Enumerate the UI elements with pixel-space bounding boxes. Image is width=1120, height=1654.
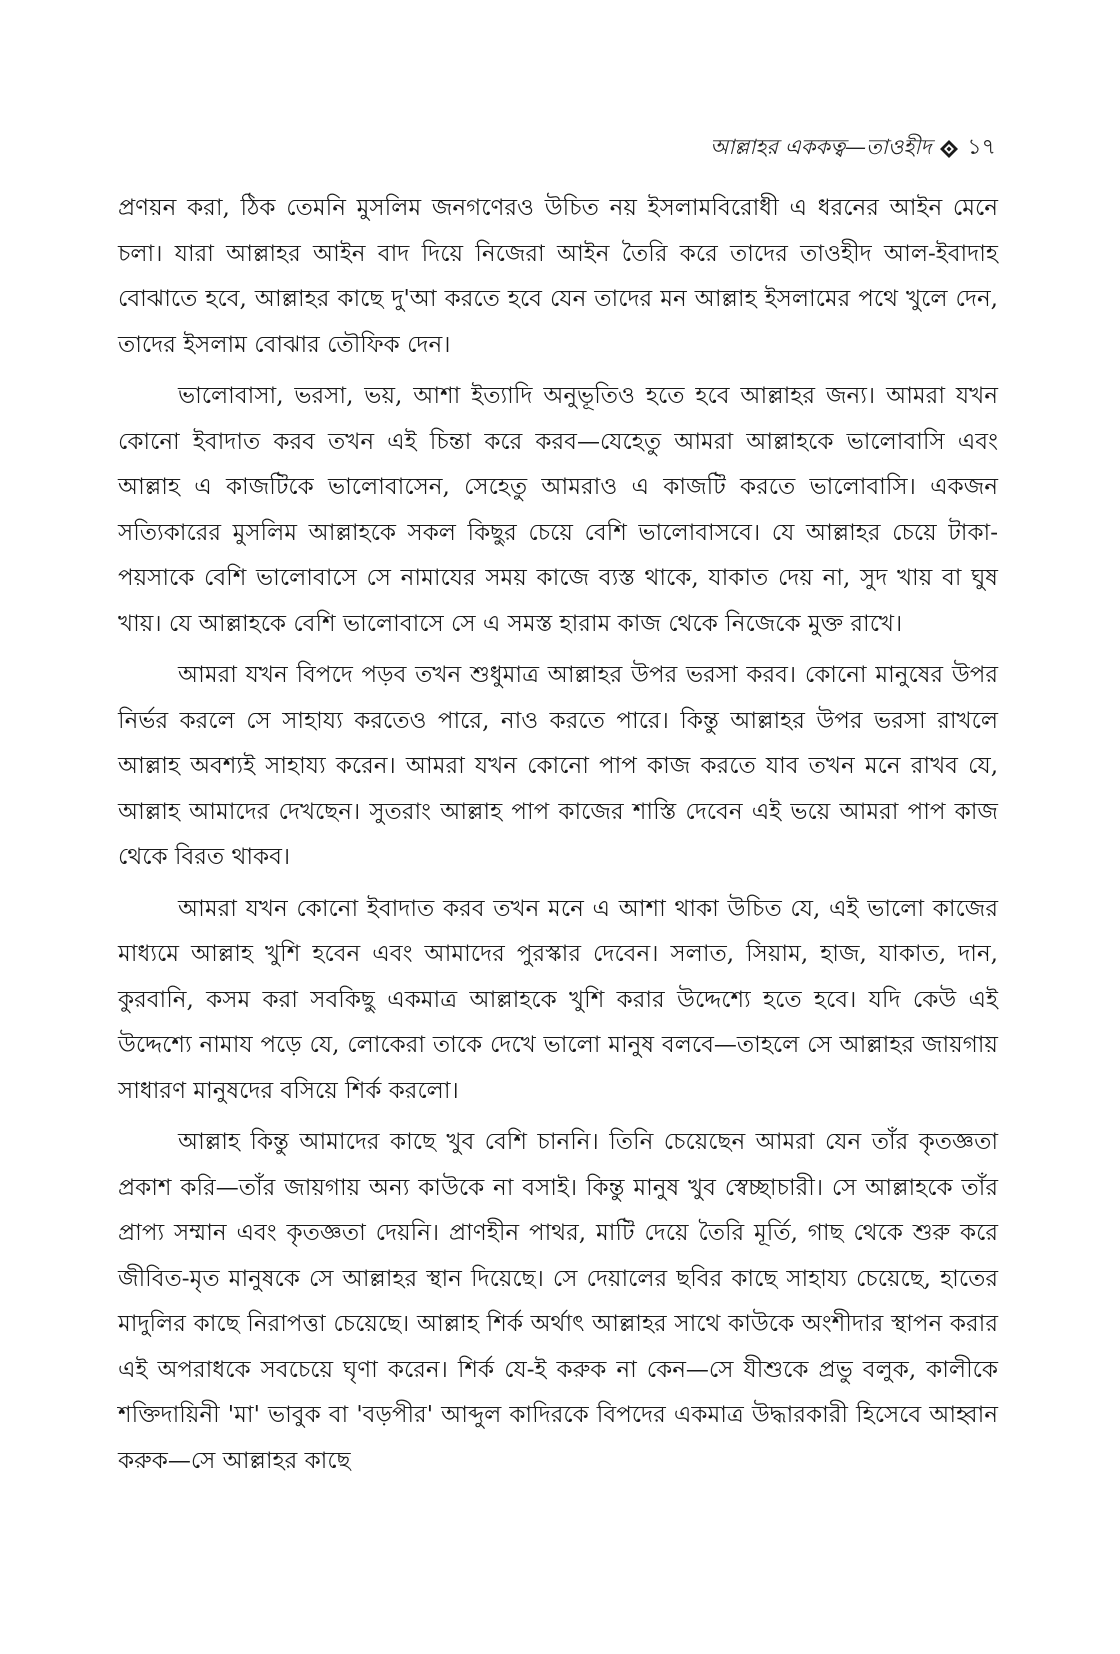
diamond-ornament-icon: [939, 139, 959, 159]
paragraph: ভালোবাসা, ভরসা, ভয়, আশা ইত্যাদি অনুভূতিও হতে হবে আল্লাহর জন্য। আমরা যখন কোনো ইবাদাত করব তখন এই চিন্তা করে করব—যেহেতু আমরা আল্লাহকে ভালোবাসি এবং আল্লাহ এ কাজটিকে ভালোবাসেন, সেহেতু আমরাও এ কাজটি করতে ভালোবাসি। একজন সত্যিকারের মুসলিম আল্লাহকে সকল কিছুর চেয়ে বেশি ভালোবাসবে। যে আল্লাহর চেয়ে টাকা-পয়সাকে বেশি ভালোবাসে সে নামাযের সময় কাজে ব্যস্ত থাকে, যাকাত দেয় না, সুদ খায় বা ঘুষ খায়। যে আল্লাহকে বেশি ভালোবাসে সে এ সমস্ত হারাম কাজ থেকে নিজেকে মুক্ত রাখে।: [118, 383, 998, 637]
body-text: [118, 186, 998, 1490]
paragraph: আমরা যখন বিপদে পড়ব তখন শুধুমাত্র আল্লাহর উপর ভরসা করব। কোনো মানুষের উপর নির্ভর করলে সে সাহায্য করতেও পারে, নাও করতে পারে। কিন্তু আল্লাহর উপর ভরসা রাখলে আল্লাহ অবশ্যই সাহায্য করেন। আমরা যখন কোনো পাপ কাজ করতে যাব তখন মনে রাখব যে, আল্লাহ আমাদের দেখছেন। সুতরাং আল্লাহ পাপ কাজের শাস্তি দেবেন এই ভয়ে আমরা পাপ কাজ থেকে বিরত থাকব।: [118, 662, 998, 870]
paragraph: আল্লাহ কিন্তু আমাদের কাছে খুব বেশি চাননি। তিনি চেয়েছেন আমরা যেন তাঁর কৃতজ্ঞতা প্রকাশ করি—তাঁর জায়গায় অন্য কাউকে না বসাই। কিন্তু মানুষ খুব স্বেচ্ছাচারী। সে আল্লাহকে তাঁর প্রাপ্য সম্মান এবং কৃতজ্ঞতা দেয়নি। প্রাণহীন পাথর, মাটি দেয়ে তৈরি মূর্তি, গাছ থেকে শুরু করে জীবিত-মৃত মানুষকে সে আল্লাহর স্থান দিয়েছে। সে দেয়ালের ছবির কাছে সাহায্য চেয়েছে, হাতের মাদুলির কাছে নিরাপত্তা চেয়েছে। আল্লাহ শির্ক অর্থাৎ আল্লাহর সাথে কাউকে অংশীদার স্থাপন করার এই অপরাধকে সবচেয়ে ঘৃণা করেন। শির্ক যে-ই করুক না কেন—সে যীশুকে প্রভু বলুক, কালীকে শক্তিদায়িনী 'মা' ভাবুক বা 'বড়পীর' আব্দুল কাদিরকে বিপদের একমাত্র উদ্ধারকারী হিসেবে আহ্বান করুক—সে আল্লাহর কাছে: [118, 1129, 998, 1474]
paragraph-continuation: প্রণয়ন করা, ঠিক তেমনি মুসলিম জনগণেরও উচিত নয় ইসলামবিরোধী এ ধরনের আইন মেনে চলা। যারা আল্লাহর আইন বাদ দিয়ে নিজেরা আইন তৈরি করে তাদের তাওহীদ আল-ইবাদাহ বোঝাতে হবে, আল্লাহর কাছে দু'আ করতে হবে যেন তাদের মন আল্লাহ ইসলামের পথে খুলে দেন, তাদের ইসলাম বোঝার তৌফিক দেন।: [118, 195, 998, 358]
running-title: আল্লাহর এককত্ব—তাওহীদ: [709, 135, 932, 159]
page-number: ১৭: [967, 135, 996, 160]
paragraph: আমরা যখন কোনো ইবাদাত করব তখন মনে এ আশা থাকা উচিত যে, এই ভালো কাজের মাধ্যমে আল্লাহ খুশি হবেন এবং আমাদের পুরস্কার দেবেন। সলাত, সিয়াম, হাজ, যাকাত, দান, কুরবানি, কসম করা সবকিছু একমাত্র আল্লাহকে খুশি করার উদ্দেশ্যে হতে হবে। যদি কেউ এই উদ্দেশ্যে নামায পড়ে যে, লোকেরা তাকে দেখে ভালো মানুষ বলবে—তাহলে সে আল্লাহর জায়গায় সাধারণ মানুষদের বসিয়ে শির্ক করলো।: [118, 895, 998, 1104]
running-head: [710, 130, 996, 167]
